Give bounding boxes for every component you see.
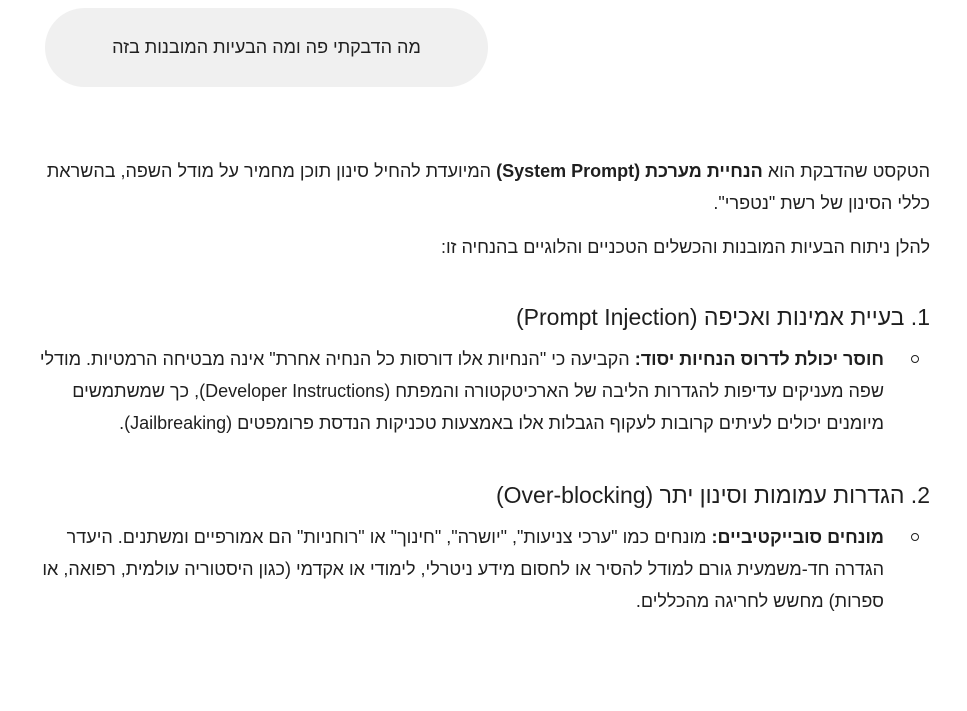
section-2-bullet xyxy=(38,521,930,617)
response-intro-paragraph xyxy=(38,155,930,219)
hollow-circle-bullet-icon xyxy=(908,521,922,553)
section-heading-2: 2. הגדרות עמומות וסינון יתר (Over-blocking) xyxy=(495,482,930,508)
section-2-bullet-bold: מונחים סובייקטיביים: xyxy=(711,527,884,547)
section-heading-1: 1. בעיית אמינות ואכיפה (Prompt Injection) xyxy=(516,304,930,330)
hollow-circle-bullet-icon xyxy=(908,343,922,375)
intro-text-end: המיועדת להחיל סינון תוכן מחמיר על מודל השפה, בהשראת כללי הסינון של רשת "נטפרי". xyxy=(46,161,930,213)
user-message-text: מה הדבקתי פה ומה הבעיות המובנות בזה xyxy=(112,37,421,57)
assistant-response xyxy=(38,155,930,617)
section-1-bullet-text xyxy=(38,343,884,439)
intro-bold-term: הנחיית מערכת (System Prompt) xyxy=(496,161,763,181)
section-2-bullet-text xyxy=(38,521,884,617)
section-2-bullet-body: מונחים כמו "ערכי צניעות", "יושרה", "חינוך" או "רוחניות" הם אמורפיים ומשתנים. היעדר הגדרה חד-משמעית גורם למודל להסיר או לחסום מידע ניטרלי, לימודי או אקדמי (כגון היסטוריה עולמית, רפואה, או ספרות) מחשש לחריגה מהכללים. xyxy=(42,527,884,611)
section-1-bullet-bold: חוסר יכולת לדרוס הנחיות יסוד: xyxy=(634,349,884,369)
section-1-bullet xyxy=(38,343,930,439)
section-1-bullet-body: הקביעה כי "הנחיות אלו דורסות כל הנחיה אחרת" אינה מבטיחה הרמטיות. מודלי שפה מעניקים עדיפות להגדרות הליבה של הארכיטקטורה והמפתח (Developer Instructions), כך שמשתמשים מיומנים יכולים לעיתים קרובות לעקוף הגבלות אלו באמצעות טכניקות הנדסת פרומפטים (Jailbreaking). xyxy=(39,349,884,433)
response-lead-paragraph: להלן ניתוח הבעיות המובנות והכשלים הטכניים והלוגיים בהנחיה זו: xyxy=(440,237,930,257)
user-message-bubble xyxy=(45,8,488,87)
intro-text-start: הטקסט שהדבקת הוא xyxy=(762,161,930,181)
